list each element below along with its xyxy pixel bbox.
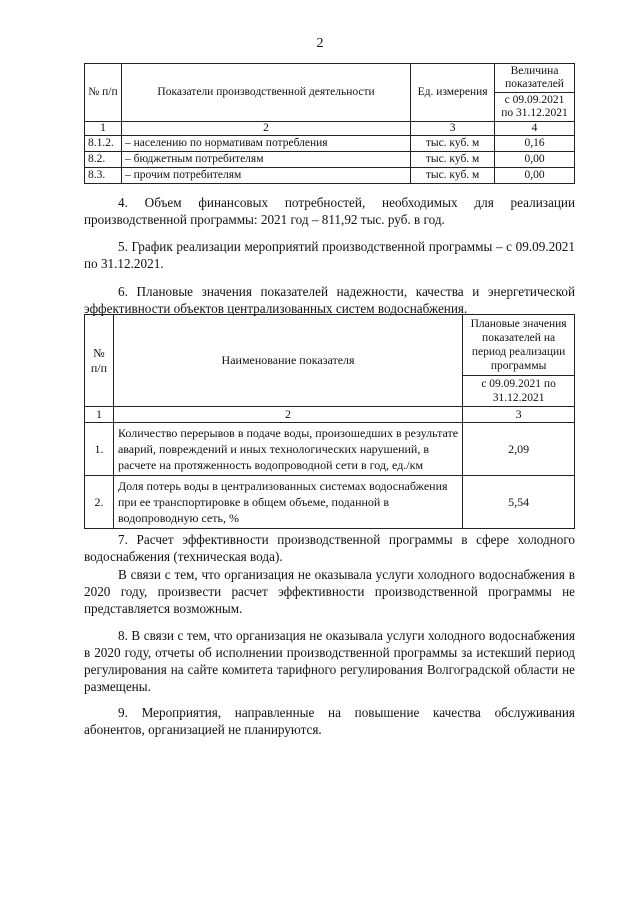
- row-value: 2,09: [463, 423, 575, 476]
- table-row: [85, 136, 575, 152]
- paragraph-4: 4. Объем финансовых потребностей, необходимых для реализации производственной программы: 2021 год – 811,92 тыс. руб. в год.: [84, 195, 575, 227]
- t1-colnum: 1: [85, 122, 122, 136]
- row-unit: тыс. куб. м: [411, 136, 495, 152]
- page-number: 2: [316, 36, 324, 51]
- paragraph-5: 5. График реализации мероприятий производственной программы – с 09.09.2021 по 31.12.2021.: [84, 239, 575, 271]
- row-num: 8.2.: [85, 152, 122, 168]
- t1-header-period: с 09.09.2021 по 31.12.2021: [495, 93, 575, 122]
- paragraph-9: 9. Мероприятия, направленные на повышение качества обслуживания абонентов, организацией не планируются.: [84, 705, 575, 737]
- t1-colnum: 4: [495, 122, 575, 136]
- paragraph-8: 8. В связи с тем, что организация не оказывала услуги холодного водоснабжения в 2020 году, отчеты об исполнении производственной программы за истекший период регулирования на сайте комитета тарифного регулирования Волгоградской области не размещены.: [84, 628, 575, 694]
- row-value: 0,16: [495, 136, 575, 152]
- row-name: – населению по нормативам потребления: [121, 136, 410, 152]
- row-unit: тыс. куб. м: [411, 152, 495, 168]
- table-row: [85, 423, 575, 476]
- paragraph-7: 7. Расчет эффективности производственной программы в сфере холодного водоснабжения (техническая вода).: [84, 532, 575, 564]
- row-name: Количество перерывов в подаче воды, произошедших в результате аварий, повреждений и иных технологических нарушений, в расчете на протяженность водопроводной сети в год, ед./км: [113, 423, 462, 476]
- paragraph-6: 6. Плановые значения показателей надежности, качества и энергетической эффективности объектов централизованных систем водоснабжения.: [84, 284, 575, 316]
- row-name: Доля потерь воды в централизованных системах водоснабжения при ее транспортировке в общем объеме, поданной в водопроводную сеть, %: [113, 476, 462, 529]
- table-row: [85, 476, 575, 529]
- row-value: 0,00: [495, 152, 575, 168]
- t2-header-plan: Плановые значения показателей на период реализации программы: [463, 315, 575, 376]
- row-name: – бюджетным потребителям: [121, 152, 410, 168]
- t1-header-indicator: Показатели производственной деятельности: [121, 64, 410, 122]
- row-num: 1.: [85, 423, 114, 476]
- paragraph-7-note: В связи с тем, что организация не оказывала услуги холодного водоснабжения в 2020 году, произвести расчет эффективности производственной программы не представляется возможным.: [84, 567, 575, 616]
- t1-header-value: Величина показателей: [495, 64, 575, 93]
- table-row: [85, 168, 575, 184]
- row-num: 8.3.: [85, 168, 122, 184]
- table-row: [85, 152, 575, 168]
- t2-header-name: Наименование показателя: [113, 315, 462, 407]
- t2-colnum: 2: [113, 407, 462, 423]
- production-indicators-table: [84, 63, 575, 184]
- t1-header-num: № п/п: [85, 64, 122, 122]
- t2-colnum: 3: [463, 407, 575, 423]
- row-value: 0,00: [495, 168, 575, 184]
- t1-colnum: 3: [411, 122, 495, 136]
- t2-header-period: с 09.09.2021 по 31.12.2021: [463, 376, 575, 407]
- t2-header-num: № п/п: [85, 315, 114, 407]
- t1-colnum: 2: [121, 122, 410, 136]
- t1-header-unit: Ед. измерения: [411, 64, 495, 122]
- reliability-indicators-table: [84, 314, 575, 529]
- row-name: – прочим потребителям: [121, 168, 410, 184]
- row-num: 8.1.2.: [85, 136, 122, 152]
- row-unit: тыс. куб. м: [411, 168, 495, 184]
- row-num: 2.: [85, 476, 114, 529]
- t2-colnum: 1: [85, 407, 114, 423]
- row-value: 5,54: [463, 476, 575, 529]
